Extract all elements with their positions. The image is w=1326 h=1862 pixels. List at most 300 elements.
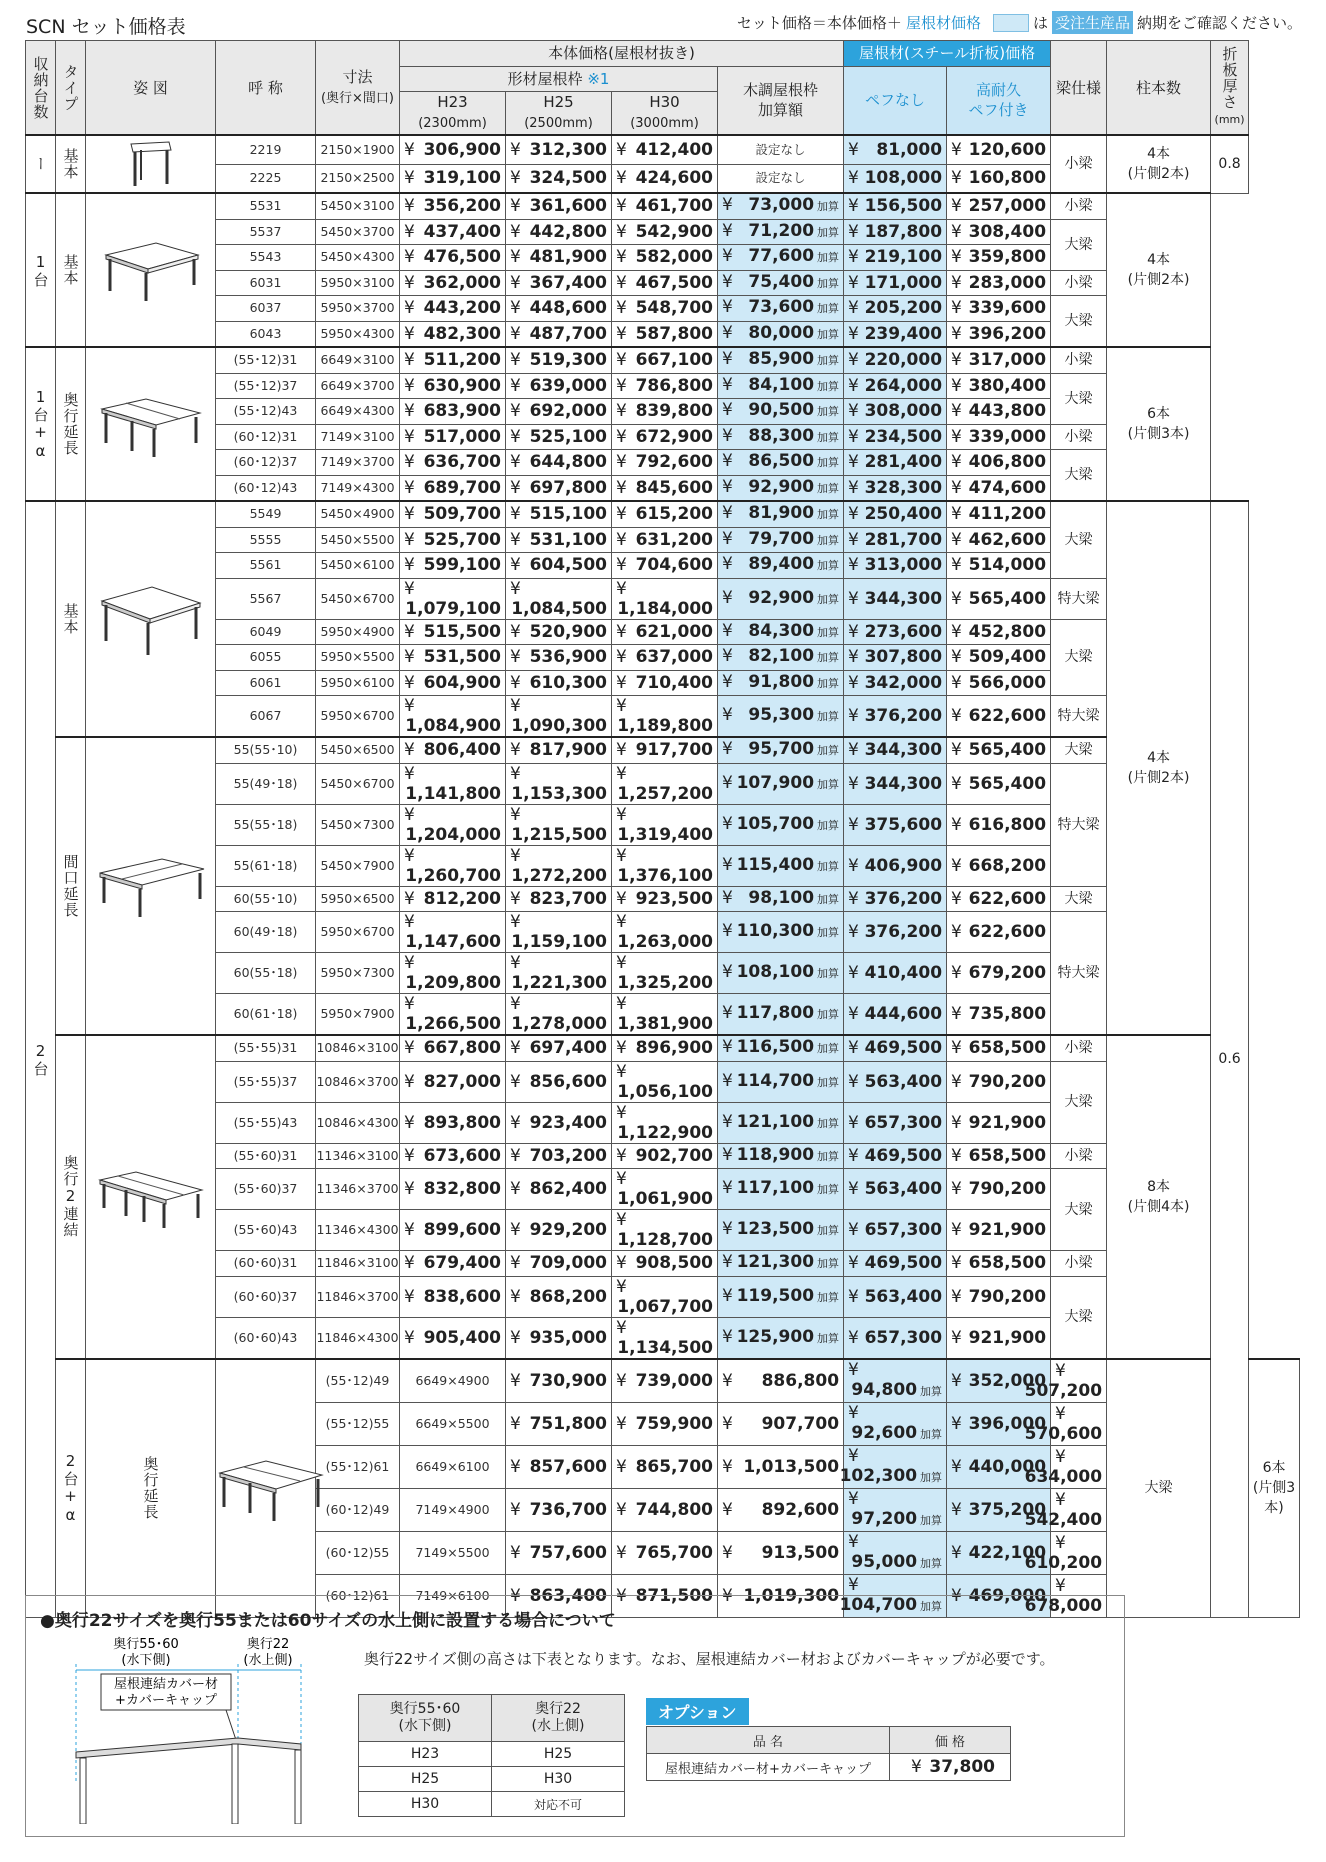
price-value: 839,800 <box>635 401 713 422</box>
price-value: 786,800 <box>635 375 713 396</box>
option-label: オプション <box>646 1698 749 1725</box>
page-title: SCN セット価格表 <box>26 16 186 38</box>
price-cell <box>844 994 947 1036</box>
price-cell <box>718 1359 844 1403</box>
price-cell <box>506 450 612 476</box>
table-row <box>26 501 1300 527</box>
storage-label: ー <box>31 156 50 172</box>
price-value: 511,200 <box>423 350 501 371</box>
price-value: 187,800 <box>864 221 943 242</box>
yen-sign: ¥ <box>848 504 859 525</box>
yen-sign: ¥ <box>616 323 627 344</box>
price-cell <box>947 696 1051 738</box>
yen-sign: ¥ <box>404 426 415 447</box>
pillar-count-main: 6本 <box>1262 1460 1286 1476</box>
price-value: 476,500 <box>423 247 501 268</box>
price-cell <box>718 763 844 804</box>
model-name: 6043 <box>216 321 316 347</box>
yen-sign: ¥ <box>848 323 859 344</box>
header-name: 呼 称 <box>216 41 316 136</box>
yen-sign: ¥ <box>510 1071 521 1092</box>
yen-sign: ¥ <box>404 555 415 576</box>
price-cell <box>844 578 947 619</box>
price-value: 658,500 <box>968 1253 1047 1274</box>
price-cell <box>506 845 612 886</box>
yen-sign: ¥ <box>951 375 962 396</box>
price-value: 92,900 <box>748 476 815 497</box>
yen-sign: ¥ <box>848 1004 859 1024</box>
yen-sign: ¥ <box>510 1145 521 1166</box>
price-value: 921,900 <box>968 1112 1047 1133</box>
price-value: 71,200 <box>748 220 815 241</box>
fig-label-lower: 奥行55･60 <box>113 1637 179 1652</box>
yen-sign: ¥ <box>951 1038 962 1059</box>
yen-sign: ¥ <box>510 426 521 447</box>
yen-sign: ¥ <box>404 578 415 599</box>
yen-sign: ¥ <box>848 1574 859 1595</box>
yen-sign: ¥ <box>510 529 521 550</box>
price-value: 907,700 <box>761 1413 840 1434</box>
price-value-wrap <box>737 773 839 795</box>
yen-sign: ¥ <box>616 139 627 160</box>
price-cell <box>400 245 506 271</box>
yen-sign: ¥ <box>722 1542 733 1563</box>
price-value: 1,184,000 <box>617 598 713 619</box>
price-value: 1,189,800 <box>617 716 713 736</box>
price-cell <box>947 1251 1051 1277</box>
price-value: 119,500 <box>736 1285 815 1306</box>
yen-sign: ¥ <box>951 139 962 160</box>
price-value: 1,056,100 <box>617 1081 713 1102</box>
yen-sign: ¥ <box>616 1169 627 1189</box>
yen-sign: ¥ <box>616 1413 627 1434</box>
price-value-wrap <box>748 705 839 727</box>
yen-sign: ¥ <box>848 1038 859 1059</box>
yen-sign: ¥ <box>848 1179 859 1199</box>
yen-sign: ¥ <box>510 953 521 973</box>
price-value: 865,700 <box>635 1456 713 1477</box>
type-label: 奥行2連結 <box>61 1155 80 1239</box>
price-cell <box>844 670 947 696</box>
table-row <box>26 1035 1300 1061</box>
price-cell <box>718 450 844 476</box>
yen-sign: ¥ <box>616 578 627 599</box>
model-size: 6649×5500 <box>400 1402 506 1445</box>
price-value: 118,900 <box>736 1144 815 1165</box>
header-beam: 梁仕様 <box>1051 41 1107 136</box>
beam-spec: 小梁 <box>1051 347 1107 373</box>
kasan-label: 加算 <box>817 892 840 906</box>
type-cell <box>56 193 86 347</box>
note-text: 奥行22サイズ側の高さは下表となります。なお、屋根連結カバー材およびカバーキャップが必要です。 <box>364 1650 1055 1668</box>
price-value: 689,700 <box>423 477 501 498</box>
model-name: 5549 <box>216 501 316 527</box>
yen-sign: ¥ <box>722 451 733 472</box>
price-cell <box>400 321 506 347</box>
yen-sign: ¥ <box>510 221 521 242</box>
price-value-wrap <box>748 221 839 243</box>
price-value: 1,272,200 <box>511 865 607 886</box>
model-size: 5950×6500 <box>316 886 400 912</box>
yen-sign: ¥ <box>616 1145 627 1166</box>
price-value-wrap <box>737 1145 839 1167</box>
kasan-label: 加算 <box>817 1257 840 1271</box>
price-cell <box>506 373 612 399</box>
price-cell <box>718 219 844 245</box>
yen-sign: ¥ <box>848 1327 859 1348</box>
yen-sign: ¥ <box>616 740 627 761</box>
yen-sign: ¥ <box>616 168 627 189</box>
price-cell <box>612 645 718 671</box>
price-cell <box>947 373 1051 399</box>
price-cell <box>844 501 947 527</box>
price-cell <box>612 424 718 450</box>
price-value: 908,500 <box>635 1253 713 1274</box>
price-cell <box>718 804 844 845</box>
pillar-count-main: 6本 <box>1147 406 1170 422</box>
price-value: 73,600 <box>748 297 815 318</box>
price-cell <box>947 845 1051 886</box>
yen-sign: ¥ <box>951 452 962 473</box>
yen-sign: ¥ <box>722 322 733 343</box>
price-value-wrap <box>748 375 839 397</box>
yen-sign: ¥ <box>722 528 733 549</box>
model-size: 11846×4300 <box>316 1317 400 1359</box>
price-value: 108,100 <box>736 962 815 982</box>
storage-label: 1台+α <box>31 387 50 461</box>
yen-sign: ¥ <box>510 477 521 498</box>
yen-sign: ¥ <box>848 1531 859 1552</box>
price-cell <box>844 1317 947 1359</box>
price-cell <box>506 501 612 527</box>
price-cell <box>718 475 844 501</box>
price-cell <box>718 245 844 271</box>
yen-sign: ¥ <box>616 1276 627 1297</box>
price-cell <box>612 1488 718 1531</box>
price-value: 437,400 <box>423 221 501 242</box>
height-head-lower: 奥行55･60 (水下側) <box>359 1695 492 1742</box>
price-cell <box>612 1061 718 1102</box>
yen-sign: ¥ <box>951 477 962 498</box>
price-value: 77,600 <box>748 246 815 267</box>
type-cell <box>56 135 86 193</box>
type-label: 基本 <box>61 603 80 635</box>
yen-sign: ¥ <box>848 1253 859 1274</box>
price-cell <box>612 1169 718 1210</box>
beam-spec: 小梁 <box>1051 193 1107 219</box>
price-value-wrap <box>748 451 839 473</box>
price-value: 520,900 <box>529 621 607 642</box>
model-name: 5543 <box>216 245 316 271</box>
price-cell <box>947 737 1051 763</box>
yen-sign: ¥ <box>404 1327 415 1348</box>
price-cell <box>612 763 718 804</box>
price-value: 517,000 <box>423 426 501 447</box>
kasan-label: 加算 <box>817 225 840 239</box>
price-value: 344,300 <box>864 773 943 794</box>
price-cell <box>947 645 1051 671</box>
price-cell <box>947 1317 1051 1359</box>
price-value: 281,700 <box>864 529 943 550</box>
pillar-count <box>1107 193 1211 347</box>
price-cell <box>844 886 947 912</box>
storage-cell <box>56 1359 86 1618</box>
table-row <box>26 193 1300 219</box>
price-cell <box>612 845 718 886</box>
option-head-price: 価 格 <box>890 1727 1011 1754</box>
yen-sign: ¥ <box>404 696 415 716</box>
model-name: 6061 <box>216 670 316 696</box>
price-cell <box>947 424 1051 450</box>
price-cell <box>947 347 1051 373</box>
yen-sign: ¥ <box>404 953 415 973</box>
price-value-wrap <box>737 1286 839 1308</box>
yen-sign: ¥ <box>404 477 415 498</box>
price-value: 467,500 <box>635 272 713 293</box>
model-size: 5450×4900 <box>316 501 400 527</box>
price-value: 319,100 <box>423 168 501 189</box>
price-value: 923,400 <box>529 1112 607 1133</box>
kasan-label: 加算 <box>817 508 840 522</box>
yen-sign: ¥ <box>510 1370 521 1391</box>
price-value-wrap <box>737 1219 839 1241</box>
yen-sign: ¥ <box>616 672 627 693</box>
price-value: 92,600 <box>851 1422 918 1443</box>
pillar-count-sub: (片側4本) <box>1127 1198 1190 1215</box>
price-cell <box>506 670 612 696</box>
price-cell <box>947 321 1051 347</box>
price-cell <box>612 501 718 527</box>
price-value-wrap <box>737 1327 839 1349</box>
price-value: 481,900 <box>529 247 607 268</box>
beam-spec: 大梁 <box>1051 886 1107 912</box>
price-cell <box>506 1143 612 1169</box>
price-value-wrap <box>737 1037 839 1059</box>
price-value: 563,400 <box>864 1071 943 1092</box>
yen-sign: ¥ <box>722 1326 733 1347</box>
price-cell <box>400 670 506 696</box>
yen-sign: ¥ <box>722 554 733 575</box>
header-wood: 木調屋根枠 加算額 <box>718 66 844 135</box>
price-cell <box>718 347 844 373</box>
price-value: 1,376,100 <box>617 865 713 886</box>
beam-spec: 小梁 <box>1051 1251 1107 1277</box>
price-cell <box>844 912 947 953</box>
price-value: 123,500 <box>736 1219 815 1239</box>
beam-spec: 大梁 <box>1107 1359 1211 1618</box>
option-item-price: ¥ 37,800 <box>890 1754 1011 1781</box>
price-value: 469,000 <box>968 1585 1047 1606</box>
header-roof-material: 屋根材(スチール折板)価格 <box>844 41 1051 67</box>
price-value: 452,800 <box>968 621 1047 642</box>
yen-sign: ¥ <box>616 1499 627 1520</box>
beam-spec: 大梁 <box>1051 501 1107 578</box>
price-value: 283,000 <box>968 272 1047 293</box>
price-value: 610,200 <box>1024 1552 1103 1573</box>
yen-sign: ¥ <box>616 1542 627 1563</box>
beam-spec: 小梁 <box>1051 424 1107 450</box>
price-value: 88,300 <box>748 425 815 446</box>
price-value: 757,600 <box>529 1542 607 1563</box>
price-value: 856,600 <box>529 1071 607 1092</box>
beam-spec: 大梁 <box>1051 450 1107 502</box>
yen-sign: ¥ <box>616 221 627 242</box>
price-value-wrap <box>851 1423 942 1445</box>
yen-sign: ¥ <box>722 1070 733 1091</box>
yen-sign: ¥ <box>722 620 733 641</box>
price-value: 306,900 <box>423 139 501 160</box>
storage-cell <box>26 193 56 347</box>
note-figure <box>36 1634 336 1828</box>
kasan-label: 加算 <box>817 859 840 873</box>
beam-spec: 特大梁 <box>1051 578 1107 619</box>
yen-sign: ¥ <box>722 854 733 875</box>
model-name: (55･12)43 <box>216 399 316 425</box>
price-value: 375,200 <box>968 1499 1047 1520</box>
model-name: 60(55･10) <box>216 886 316 912</box>
model-name: (55･60)31 <box>216 1143 316 1169</box>
yen-sign: ¥ <box>404 375 415 396</box>
price-cell <box>612 994 718 1036</box>
price-cell <box>612 1251 718 1277</box>
kasan-label: 加算 <box>817 1042 840 1056</box>
price-value-wrap <box>737 1178 839 1200</box>
price-value: 308,000 <box>864 401 943 422</box>
kasan-label: 加算 <box>817 354 840 368</box>
price-cell <box>844 1359 947 1403</box>
price-value: 108,000 <box>864 168 943 189</box>
price-value: 424,600 <box>635 168 713 189</box>
price-cell <box>844 1061 947 1102</box>
model-size: 11346×3700 <box>316 1169 400 1210</box>
kasan-label: 加算 <box>817 777 840 791</box>
yen-sign: ¥ <box>951 922 962 942</box>
price-value: 542,900 <box>635 221 713 242</box>
price-cell <box>612 347 718 373</box>
price-value: 935,000 <box>529 1327 607 1348</box>
price-cell <box>718 270 844 296</box>
price-value: 469,500 <box>864 1038 943 1059</box>
price-value: 339,600 <box>968 298 1047 319</box>
price-cell <box>718 645 844 671</box>
price-cell <box>612 135 718 164</box>
model-name: 5537 <box>216 219 316 245</box>
price-cell <box>506 912 612 953</box>
price-value: 98,100 <box>748 887 815 908</box>
kasan-label: 加算 <box>817 926 840 939</box>
price-value: 117,800 <box>736 1003 815 1023</box>
price-cell <box>400 296 506 322</box>
price-value: 86,500 <box>748 451 815 472</box>
model-size: 5950×4300 <box>316 321 400 347</box>
yen-sign: ¥ <box>616 1038 627 1059</box>
storage-label: 2台+α <box>61 1451 80 1525</box>
yen-sign: ¥ <box>722 921 733 941</box>
price-cell <box>844 296 947 322</box>
price-cell <box>844 1035 947 1061</box>
pillar-count-sub: (片側3本) <box>1252 1480 1296 1516</box>
model-size: 5950×4900 <box>316 619 400 645</box>
price-value: 396,200 <box>968 323 1047 344</box>
yen-sign: ¥ <box>848 168 859 189</box>
price-value: 657,300 <box>864 1220 943 1240</box>
yen-sign: ¥ <box>722 1585 733 1606</box>
price-cell <box>612 1359 718 1403</box>
price-cell <box>947 763 1051 804</box>
price-value: 1,319,400 <box>617 824 713 845</box>
model-name: (55･55)31 <box>216 1035 316 1061</box>
price-value: 1,204,000 <box>405 824 501 845</box>
price-value: 921,900 <box>968 1220 1047 1240</box>
price-value-wrap <box>748 297 839 319</box>
price-cell <box>400 737 506 763</box>
price-cell <box>718 399 844 425</box>
pillar-count-main: 4本 <box>1147 252 1170 268</box>
yen-sign: ¥ <box>616 621 627 642</box>
model-size: 5450×7900 <box>316 845 400 886</box>
price-cell <box>612 1531 718 1574</box>
yen-sign: ¥ <box>848 477 859 498</box>
price-cell <box>400 475 506 501</box>
model-size: 11346×4300 <box>316 1210 400 1251</box>
price-value: 790,200 <box>968 1179 1047 1199</box>
yen-sign: ¥ <box>848 401 859 422</box>
price-cell <box>844 245 947 271</box>
price-cell <box>612 270 718 296</box>
yen-sign: ¥ <box>722 772 733 793</box>
yen-sign: ¥ <box>722 739 733 760</box>
price-cell <box>612 912 718 953</box>
price-value: 735,800 <box>968 1004 1047 1024</box>
height-table <box>358 1694 625 1817</box>
price-value-wrap <box>851 1509 942 1531</box>
price-value-wrap <box>748 400 839 422</box>
model-size: 10846×3100 <box>316 1035 400 1061</box>
model-name: 55(49･18) <box>216 763 316 804</box>
price-value: 566,000 <box>968 672 1047 693</box>
price-value: 367,400 <box>529 272 607 293</box>
model-name: (60･12)49 <box>316 1488 400 1531</box>
price-cell <box>612 1317 718 1359</box>
yen-sign: ¥ <box>951 323 962 344</box>
price-cell <box>506 193 612 219</box>
yen-sign: ¥ <box>722 1111 733 1132</box>
table-row <box>26 347 1300 373</box>
price-cell <box>400 193 506 219</box>
yen-sign: ¥ <box>510 350 521 371</box>
price-cell <box>947 296 1051 322</box>
height-cell: H30 <box>359 1792 492 1817</box>
price-value: 461,700 <box>635 196 713 217</box>
price-cell <box>506 135 612 164</box>
price-value: 120,600 <box>968 139 1047 160</box>
yen-sign: ¥ <box>404 1145 415 1166</box>
kasan-label: 加算 <box>920 1427 943 1441</box>
price-value: 95,300 <box>748 705 815 725</box>
yen-sign: ¥ <box>848 1286 859 1307</box>
price-cell <box>947 245 1051 271</box>
price-cell <box>844 553 947 579</box>
model-size: 11846×3100 <box>316 1251 400 1277</box>
price-cell <box>506 1531 612 1574</box>
price-value: 896,900 <box>635 1038 713 1059</box>
yen-sign: ¥ <box>848 139 859 160</box>
price-value: 790,200 <box>968 1071 1047 1092</box>
price-value: 362,000 <box>423 272 501 293</box>
yen-sign: ¥ <box>616 452 627 473</box>
price-cell <box>718 1061 844 1102</box>
price-cell <box>844 399 947 425</box>
